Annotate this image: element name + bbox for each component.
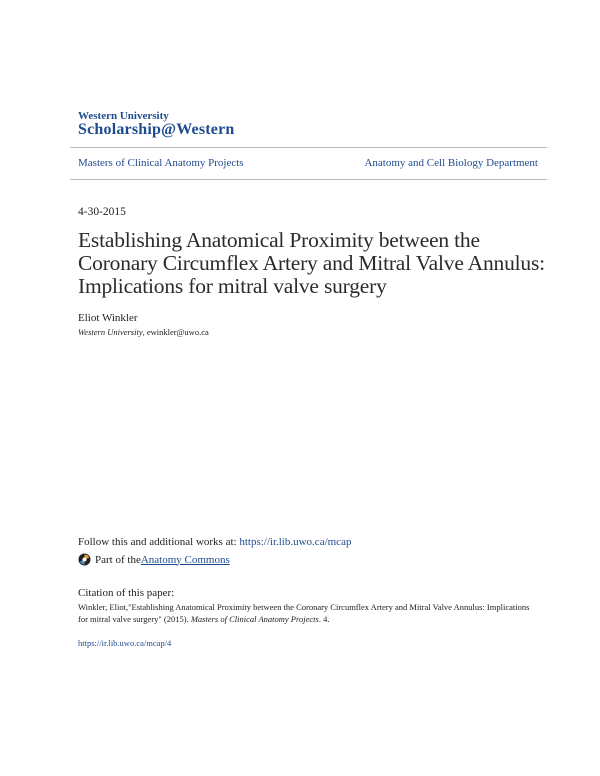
author-affiliation [78, 327, 209, 337]
bottom-divider [70, 179, 547, 180]
paper-title: Establishing Anatomical Proximity between the Coronary Circumflex Artery and Mitral Valve Annulus: Implications for mitral valve surgery [78, 228, 545, 298]
follow-text: Follow this and additional works at: [78, 536, 240, 548]
part-of-text: Part of the [95, 553, 141, 566]
department-link[interactable]: Anatomy and Cell Biology Department [364, 157, 538, 169]
publication-date: 4-30-2015 [78, 206, 126, 218]
commons-line [78, 553, 230, 566]
citation-heading: Citation of this paper: [78, 587, 175, 599]
author-name: Eliot Winkler [78, 312, 138, 324]
collection-link[interactable]: Masters of Clinical Anatomy Projects [78, 157, 244, 169]
author-email: , ewinkler@uwo.ca [142, 327, 209, 337]
affiliation-name: Western University [78, 327, 143, 337]
citation-main: Winkler, Eliot,"Establishing Anatomical Proximity between the Coronary Circumflex Artery and Mitral Valve Annulus: Implications for mitral valve surgery" (2015). [78, 602, 530, 624]
creative-commons-icon [78, 553, 91, 566]
repository-logo-link[interactable]: Scholarship@Western [78, 121, 235, 138]
top-divider [70, 147, 547, 148]
anatomy-commons-link[interactable]: Anatomy Commons [140, 553, 230, 566]
citation-url-link[interactable]: https://ir.lib.uwo.ca/mcap/4 [78, 638, 172, 648]
follow-url-link[interactable]: https://ir.lib.uwo.ca/mcap [239, 536, 352, 548]
follow-line [78, 536, 351, 548]
citation-number: . 4. [318, 614, 330, 624]
citation-text [78, 601, 540, 625]
citation-series: Masters of Clinical Anatomy Projects [190, 614, 319, 624]
institution-name: Western University [78, 110, 169, 122]
